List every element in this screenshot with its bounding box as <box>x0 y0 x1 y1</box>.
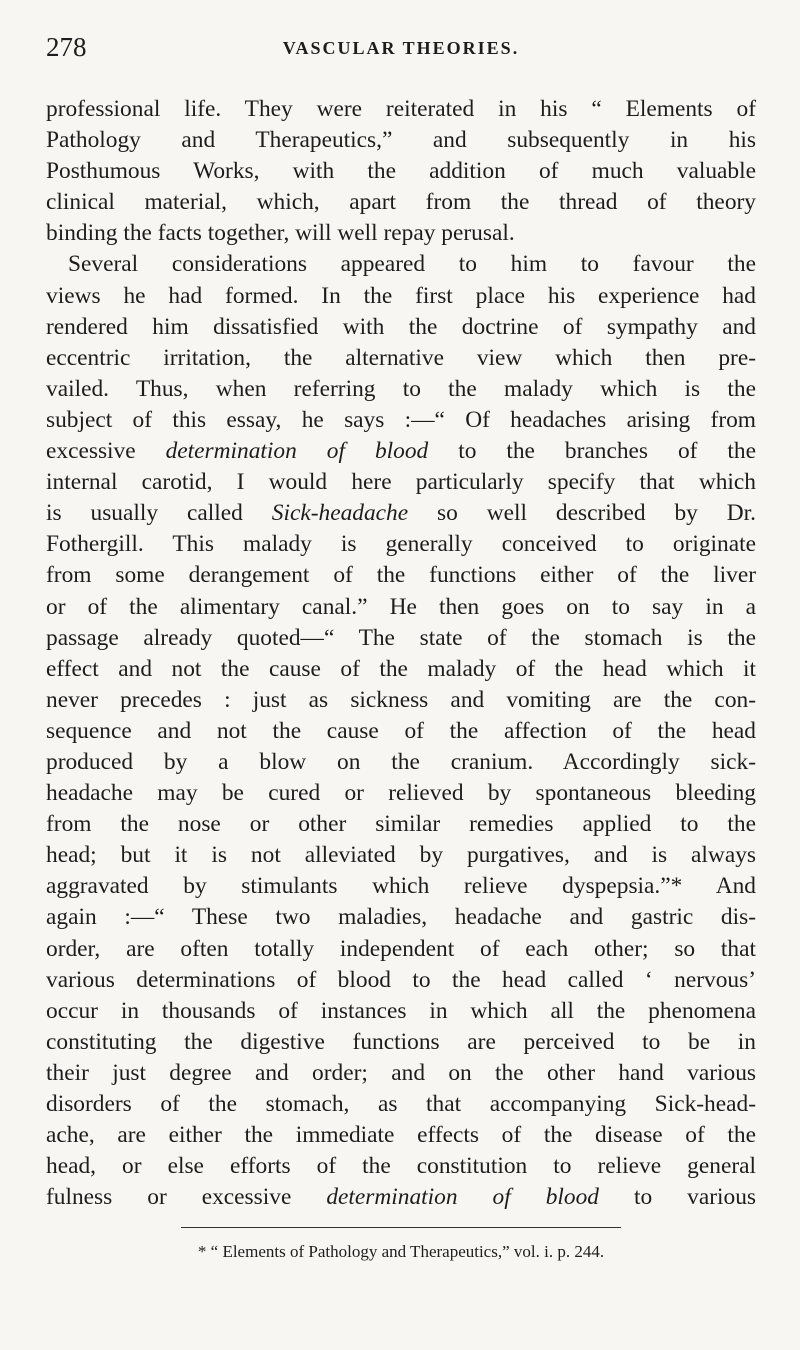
text-line: never precedes : just as sickness and vomiting are the con- <box>46 686 756 713</box>
text-line: Fothergill. This malady is generally conceived to originate <box>46 531 756 558</box>
text-line: eccentric irritation, the alternative view which then pre- <box>46 344 756 371</box>
text-line: views he had formed. In the first place his experience had <box>46 282 756 309</box>
text-line: rendered him dissatisfied with the doctrine of sympathy and <box>46 313 756 340</box>
text-line: head, or else efforts of the constitution to relieve general <box>46 1153 756 1180</box>
italic-phrase: Sick-headache <box>271 500 409 527</box>
text-line: from some derangement of the functions either of the liver <box>46 562 756 589</box>
text-line: produced by a blow on the cranium. Accordingly sick- <box>46 748 756 775</box>
text-line: Several considerations appeared to him to favour the <box>68 251 756 278</box>
text-line: excessive determination of blood to the branches of the <box>46 438 756 465</box>
text-line: from the nose or other similar remedies applied to the <box>46 811 756 838</box>
text-line: vailed. Thus, when referring to the malady which is the <box>46 375 756 402</box>
footnote-rule <box>181 1227 621 1228</box>
footnote: * “ Elements of Pathology and Therapeutics,” vol. i. p. 244. <box>197 1242 605 1262</box>
text-line: Posthumous Works, with the addition of much valuable <box>46 158 756 185</box>
page-number: 278 <box>46 32 87 62</box>
text-line: or of the alimentary canal.” He then goes on to say in a <box>46 593 756 620</box>
text-line: sequence and not the cause of the affection of the head <box>46 717 756 744</box>
text-line: fulness or excessive determination of blood to various <box>46 1184 756 1211</box>
text-line: Pathology and Therapeutics,” and subsequently in his <box>46 127 756 154</box>
text-line: occur in thousands of instances in which all the phenomena <box>46 997 756 1024</box>
text-line: is usually called Sick-headache so well described by Dr. <box>46 500 756 527</box>
text-line: constituting the digestive functions are perceived to be in <box>46 1028 756 1055</box>
text-line: ache, are either the immediate effects of the disease of the <box>46 1122 756 1149</box>
text-line: order, are often totally independent of each other; so that <box>46 935 756 962</box>
text-line: professional life. They were reiterated in his “ Elements of <box>46 96 756 122</box>
text-line: aggravated by stimulants which relieve dyspepsia.”* And <box>46 873 756 900</box>
text-line: clinical material, which, apart from the thread of theory <box>46 189 756 216</box>
text-line: passage already quoted—“ The state of the stomach is the <box>46 624 756 651</box>
text-line: effect and not the cause of the malady of the head which it <box>46 655 756 682</box>
text-line: again :—“ These two maladies, headache and gastric dis- <box>46 904 756 931</box>
running-title: VASCULAR THEORIES. <box>282 38 520 58</box>
text-line: binding the facts together, will well repay perusal. <box>46 220 515 247</box>
body-text <box>46 94 756 1213</box>
italic-phrase: determination of blood <box>165 438 429 465</box>
text-line: internal carotid, I would here particularly specify that which <box>46 469 756 496</box>
text-line: their just degree and order; and on the other hand various <box>46 1059 756 1086</box>
text-line: subject of this essay, he says :—“ Of headaches arising from <box>46 406 756 433</box>
text-line: disorders of the stomach, as that accompanying Sick-head- <box>46 1091 756 1117</box>
text-line: head; but it is not alleviated by purgatives, and is always <box>46 842 756 869</box>
italic-phrase: determination of blood <box>326 1184 599 1211</box>
running-head <box>46 28 756 74</box>
text-line: headache may be cured or relieved by spontaneous bleeding <box>46 780 756 807</box>
text-line: various determinations of blood to the head called ‘ nervous’ <box>46 966 756 993</box>
